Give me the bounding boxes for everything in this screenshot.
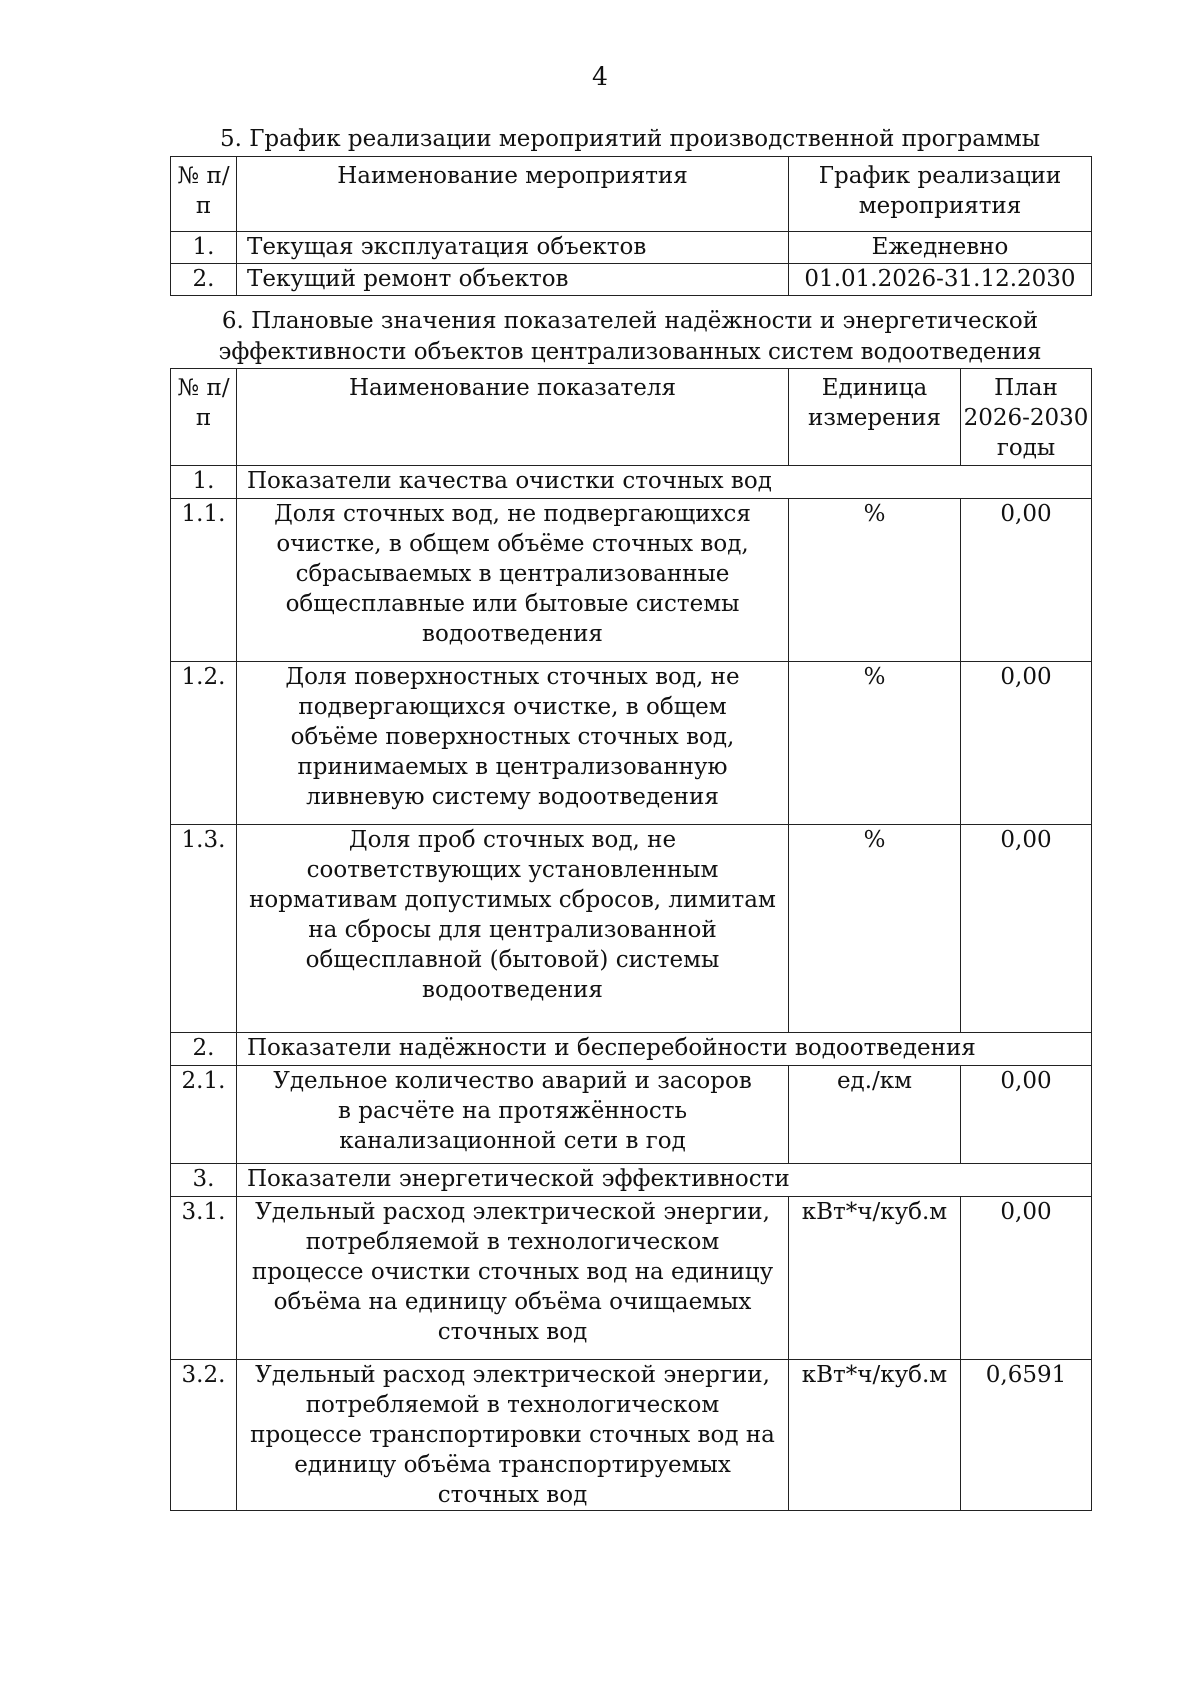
indicator-name: Удельное количество аварий и засоров в расчёте на протяжённость канализационной сети в год — [237, 1066, 789, 1164]
indicator-unit: кВт*ч/куб.м — [789, 1197, 961, 1360]
indicator-plan: 0,00 — [961, 499, 1092, 662]
header-num: № п/п — [171, 369, 237, 466]
group-row — [171, 466, 1092, 499]
indicator-unit: % — [789, 499, 961, 662]
header-indicator-name: Наименование показателя — [237, 369, 789, 466]
indicator-unit: % — [789, 825, 961, 1033]
table-row — [171, 1197, 1092, 1360]
row-schedule: 01.01.2026-31.12.2030 — [789, 264, 1092, 296]
header-activity-name: Наименование мероприятия — [237, 157, 789, 232]
indicator-plan: 0,00 — [961, 1066, 1092, 1164]
row-activity: Текущий ремонт объектов — [237, 264, 789, 296]
indicator-name: Доля поверхностных сточных вод, не подвергающихся очистке, в общем объёме поверхностных сточных вод, принимаемых в централизованную ливневую систему водоотведения — [237, 662, 789, 825]
table-header-row — [171, 157, 1092, 232]
row-num: 1. — [171, 466, 237, 499]
row-num: 2.1. — [171, 1066, 237, 1164]
indicator-name: Доля сточных вод, не подвергающихся очистке, в общем объёме сточных вод, сбрасываемых в централизованные общесплавные или бытовые системы водоотведения — [237, 499, 789, 662]
row-num: 1.2. — [171, 662, 237, 825]
indicator-name: Удельный расход электрической энергии, потребляемой в технологическом процессе транспортировки сточных вод на единицу объёма транспортируемых сточных вод — [237, 1360, 789, 1511]
implementation-schedule-table — [170, 156, 1092, 296]
group-title: Показатели надёжности и бесперебойности водоотведения — [237, 1033, 1092, 1066]
indicator-unit: ед./км — [789, 1066, 961, 1164]
indicator-plan: 0,00 — [961, 662, 1092, 825]
row-num: 3.1. — [171, 1197, 237, 1360]
indicator-plan: 0,00 — [961, 825, 1092, 1033]
indicator-unit: кВт*ч/куб.м — [789, 1360, 961, 1511]
table-row — [171, 825, 1092, 1033]
row-activity: Текущая эксплуатация объектов — [237, 232, 789, 264]
row-num: 1. — [171, 232, 237, 264]
row-num: 3. — [171, 1164, 237, 1197]
indicator-name: Удельный расход электрической энергии, потребляемой в технологическом процессе очистки сточных вод на единицу объёма на единицу объёма очищаемых сточных вод — [237, 1197, 789, 1360]
table-row — [171, 662, 1092, 825]
table-row — [171, 1066, 1092, 1164]
group-row — [171, 1033, 1092, 1066]
table-row — [171, 1360, 1092, 1511]
header-plan: План 2026-2030 годы — [961, 369, 1092, 466]
row-schedule: Ежедневно — [789, 232, 1092, 264]
table-row — [171, 264, 1092, 296]
section-5-title: 5. График реализации мероприятий производственной программы — [219, 126, 1041, 152]
indicator-name: Доля проб сточных вод, не соответствующих установленным нормативам допустимых сбросов, лимитам на сбросы для централизованной общесплавной (бытовой) системы водоотведения — [237, 825, 789, 1033]
row-num: 1.1. — [171, 499, 237, 662]
header-unit: Единица измерения — [789, 369, 961, 466]
row-num: 2. — [171, 264, 237, 296]
indicators-table — [170, 368, 1092, 1511]
indicator-plan: 0,00 — [961, 1197, 1092, 1360]
row-num: 2. — [171, 1033, 237, 1066]
page-number: 4 — [592, 62, 608, 91]
section-6-title: 6. Плановые значения показателей надёжности и энергетической эффективности объектов централизованных систем водоотведения — [218, 308, 1042, 365]
table-header-row — [171, 369, 1092, 466]
indicator-unit: % — [789, 662, 961, 825]
row-num: 3.2. — [171, 1360, 237, 1511]
indicator-plan: 0,6591 — [961, 1360, 1092, 1511]
table-row — [171, 499, 1092, 662]
group-row — [171, 1164, 1092, 1197]
header-num: № п/п — [171, 157, 237, 232]
row-num: 1.3. — [171, 825, 237, 1033]
group-title: Показатели качества очистки сточных вод — [237, 466, 1092, 499]
table-row — [171, 232, 1092, 264]
group-title: Показатели энергетической эффективности — [237, 1164, 1092, 1197]
header-schedule: График реализации мероприятия — [789, 157, 1092, 232]
